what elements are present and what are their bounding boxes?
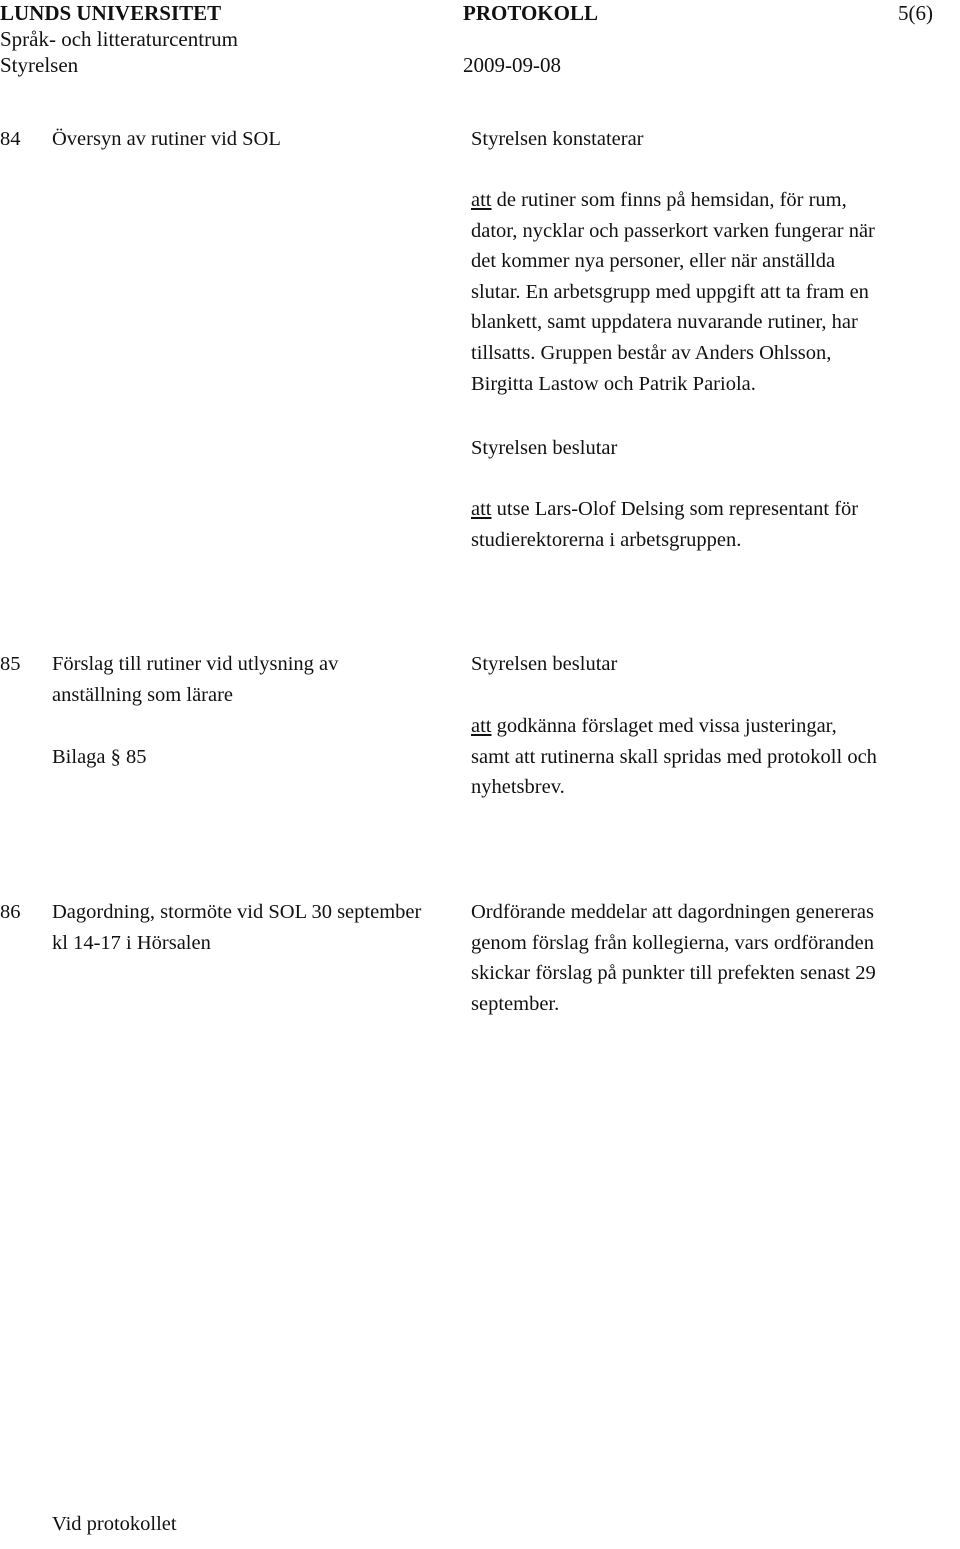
paragraph-text: utse Lars-Olof Delsing som representant för xyxy=(491,498,859,520)
paragraph-line: Ordförande meddelar att dagordningen genereras xyxy=(471,901,874,923)
item-title xyxy=(52,897,421,958)
signature-caption: Vid protokollet xyxy=(52,1513,177,1535)
paragraph-line: samt att rutinerna skall spridas med protokoll och xyxy=(471,745,877,768)
item-title-line: Förslag till rutiner vid utlysning av xyxy=(52,653,339,675)
decision-heading-2 xyxy=(471,433,617,464)
paragraph-line: studierektorerna i arbetsgruppen. xyxy=(471,528,742,551)
meeting-date: 2009-09-08 xyxy=(463,53,561,77)
board-name: Styrelsen xyxy=(0,53,79,77)
att-keyword: att xyxy=(471,715,492,737)
page-number: 5(6) xyxy=(898,1,933,25)
statement-paragraph xyxy=(471,897,876,1019)
paragraph-text: de rutiner som finns på hemsidan, för rum, xyxy=(491,189,847,211)
attachment-reference: Bilaga § 85 xyxy=(52,746,147,768)
paragraph-line: nyhetsbrev. xyxy=(471,776,565,799)
item-title-line: anställning som lärare xyxy=(52,683,234,706)
paragraph-line: skickar förslag på punkter till prefekten senast 29 xyxy=(471,962,876,985)
decision-paragraph xyxy=(471,494,858,555)
department-name: Språk- och litteraturcentrum xyxy=(0,27,238,51)
item-title xyxy=(52,649,338,710)
decision-heading: Styrelsen beslutar xyxy=(471,437,618,459)
paragraph-line: det kommer nya personer, eller när anställda xyxy=(471,250,836,273)
decision-paragraph xyxy=(471,711,877,803)
paragraph-text: godkänna förslaget med vissa justeringar, xyxy=(491,715,837,737)
statement-paragraph xyxy=(471,185,875,399)
item-number: 84 xyxy=(0,128,21,150)
item-title-line: Dagordning, stormöte vid SOL 30 september xyxy=(52,901,422,923)
decision-heading: Styrelsen beslutar xyxy=(471,653,618,675)
paragraph-line: genom förslag från kollegierna, vars ordföranden xyxy=(471,931,875,954)
att-keyword: att xyxy=(471,498,492,520)
paragraph-line: blankett, samt uppdatera nuvarande rutiner, har xyxy=(471,311,858,334)
item-number: 85 xyxy=(0,653,21,675)
paragraph-line: slutar. En arbetsgrupp med uppgift att ta fram en xyxy=(471,280,869,303)
paragraph-line: Birgitta Lastow och Patrik Pariola. xyxy=(471,372,756,395)
paragraph-line: tillsatts. Gruppen består av Anders Ohlsson, xyxy=(471,341,832,364)
university-name: LUNDS UNIVERSITET xyxy=(0,1,222,25)
att-keyword: att xyxy=(471,189,492,211)
item-number: 86 xyxy=(0,901,21,923)
item-title-line: kl 14-17 i Hörsalen xyxy=(52,931,211,954)
decision-heading: Styrelsen konstaterar xyxy=(471,128,644,150)
item-title: Översyn av rutiner vid SOL xyxy=(52,128,281,150)
paragraph-line: dator, nycklar och passerkort varken fungerar när xyxy=(471,219,875,242)
item-body xyxy=(471,124,644,155)
paragraph-line: september. xyxy=(471,992,560,1015)
decision-heading-block xyxy=(471,649,617,680)
document-type: PROTOKOLL xyxy=(463,1,598,25)
